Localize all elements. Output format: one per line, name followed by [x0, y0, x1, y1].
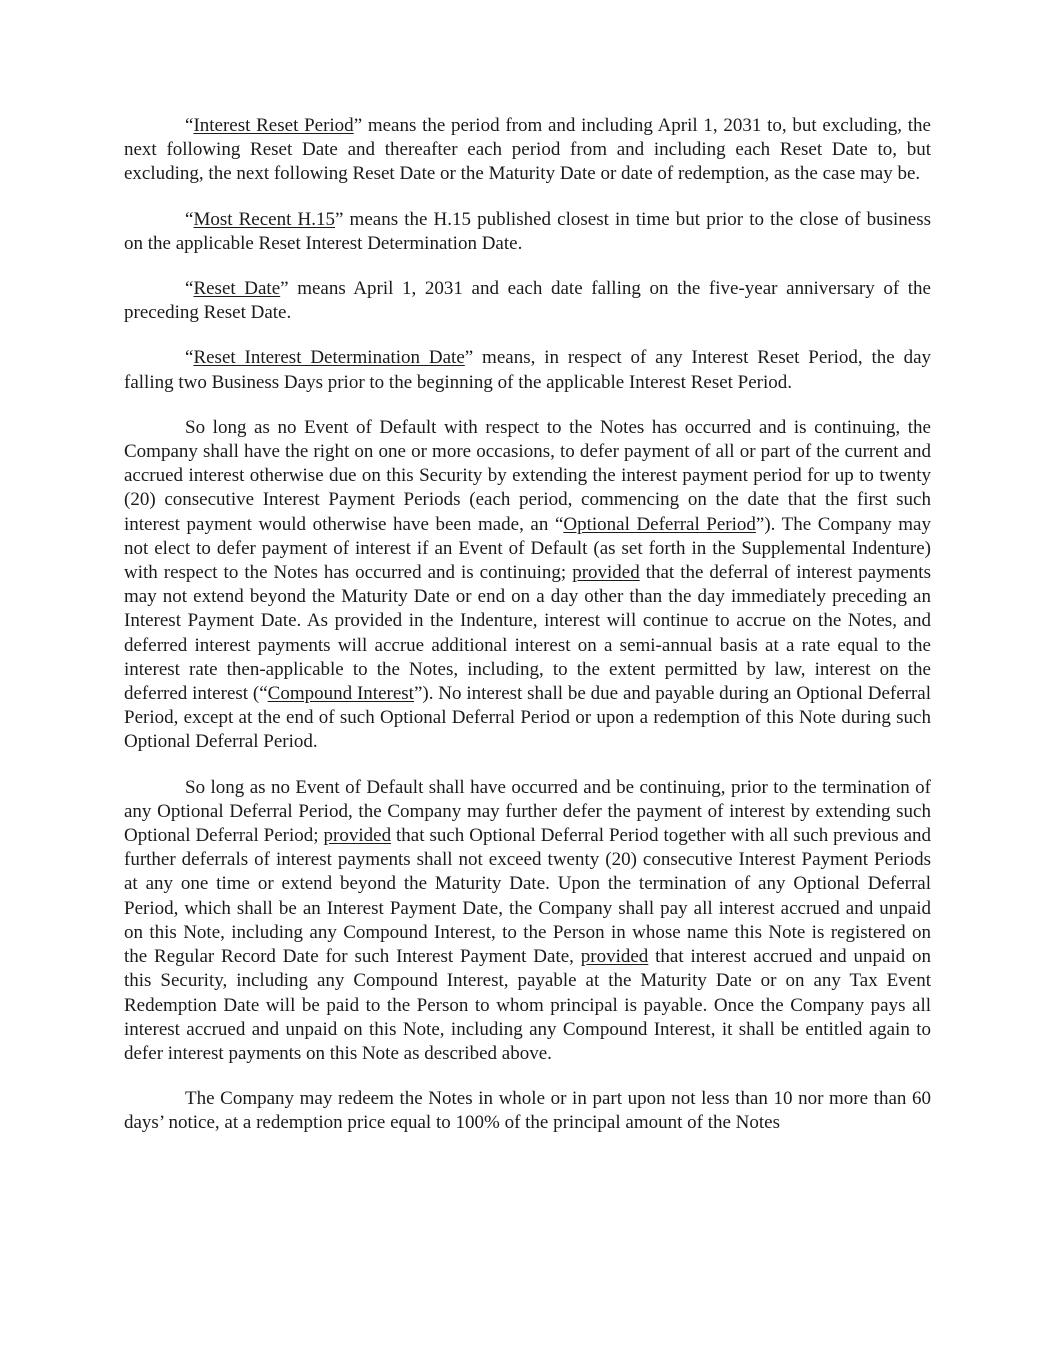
- open-quote: “: [185, 278, 194, 300]
- text-run: that interest accrued and unpaid on this Security, including any Compound Interest, payable at the Maturity Date or on any Tax Event Redemption Date will be paid to the Person to whom principal is payable. Once the Company pays all interest accrued and unpaid on this Note, including any Compound Interest, it shall be entitled again to defer interest payments on this Note as described above.: [124, 946, 932, 1064]
- text-run: The Company may redeem the Notes in whole or in part upon not less than 10 nor more than 60 days’ notice, at a redemption price equal to 100% of the principal amount of the Notes: [124, 1088, 931, 1134]
- open-quote: “: [185, 115, 194, 136]
- open-quote: “: [185, 208, 194, 230]
- text-run: ” means the period from and including April 1, 2031 to, but excluding, the next following Reset Date and thereafter each period from and including each Reset Date to, but excluding, the next following Reset Date or the Maturity Date or date of redemption, as the case may be.: [124, 115, 931, 185]
- defined-term-reset-date: Reset Date: [193, 278, 281, 300]
- proviso-term-provided: provided: [572, 562, 640, 584]
- defined-term-reset-interest-determination-date: Reset Interest Determination Date: [193, 347, 465, 369]
- paragraph-most-recent-h15-definition: [124, 208, 931, 256]
- text-run: ”). The Company may not elect to defer payment of interest if an Event of Default (as set forth in the Supplemental Indenture) with respect to the Notes has occurred and is continuing;: [124, 513, 931, 584]
- text-run: ” means the H.15 published closest in time but prior to the close of business on the applicable Reset Interest Determination Date.: [124, 208, 931, 254]
- text-run: that the deferral of interest payments may not extend beyond the Maturity Date or end on a day other than the day immediately preceding an Interest Payment Date. As provided in the Indenture, interest will continue to accrue on the Notes, and deferred interest payments will accrue additional interest on a semi-annual basis at a rate equal to the interest rate then-applicable to the Notes, including, to the extent permitted by law, interest on the deferred interest (“: [124, 562, 931, 705]
- paragraph-further-deferral: [124, 776, 931, 1066]
- defined-term-optional-deferral-period: Optional Deferral Period: [563, 513, 756, 535]
- paragraph-redemption: [124, 1087, 931, 1135]
- text-run: ” means, in respect of any Interest Reset Period, the day falling two Business Days prior to the beginning of the applicable Interest Reset Period.: [124, 347, 932, 393]
- document-body: [124, 114, 931, 1136]
- defined-term-interest-reset-period: Interest Reset Period: [193, 115, 354, 136]
- defined-term-most-recent-h15: Most Recent H.15: [193, 208, 335, 230]
- text-run: So long as no Event of Default shall have occurred and be continuing, prior to the termination of any Optional Deferral Period, the Company may further defer the payment of interest by extending such Optional Deferral Period;: [124, 776, 931, 847]
- paragraph-interest-reset-period-definition: [124, 114, 931, 187]
- proviso-term-provided: provided: [580, 946, 649, 968]
- text-run: that such Optional Deferral Period together with all such previous and further deferrals of interest payments shall not exceed twenty (20) consecutive Interest Payment Periods at any one time or extend beyond the Maturity Date. Upon the termination of any Optional Deferral Period, which shall be an Interest Payment Date, the Company shall pay all interest accrued and unpaid on this Note, including any Compound Interest, to the Person in whose name this Note is registered on the Regular Record Date for such Interest Payment Date,: [124, 825, 931, 968]
- defined-term-compound-interest: Compound Interest: [267, 683, 414, 705]
- proviso-term-provided: provided: [323, 825, 392, 847]
- text-run: So long as no Event of Default with respect to the Notes has occurred and is continuing, the Company shall have the right on one or more occasions, to defer payment of all or part of the current and accrued interest otherwise due on this Security by extending the interest payment period for up to twenty (20) consecutive Interest Payment Periods (each period, commencing on the date that the first such interest payment would otherwise have been made, an “: [124, 416, 931, 535]
- paragraph-reset-date-definition: [124, 277, 931, 325]
- paragraph-reset-interest-determination-date-definition: [124, 346, 931, 394]
- paragraph-optional-deferral: [124, 416, 931, 755]
- text-run: ”). No interest shall be due and payable during an Optional Deferral Period, except at the end of such Optional Deferral Period or upon a redemption of this Note during such Optional Deferral Period.: [124, 683, 931, 753]
- open-quote: “: [185, 347, 194, 369]
- text-run: ” means April 1, 2031 and each date falling on the five-year anniversary of the preceding Reset Date.: [124, 278, 931, 324]
